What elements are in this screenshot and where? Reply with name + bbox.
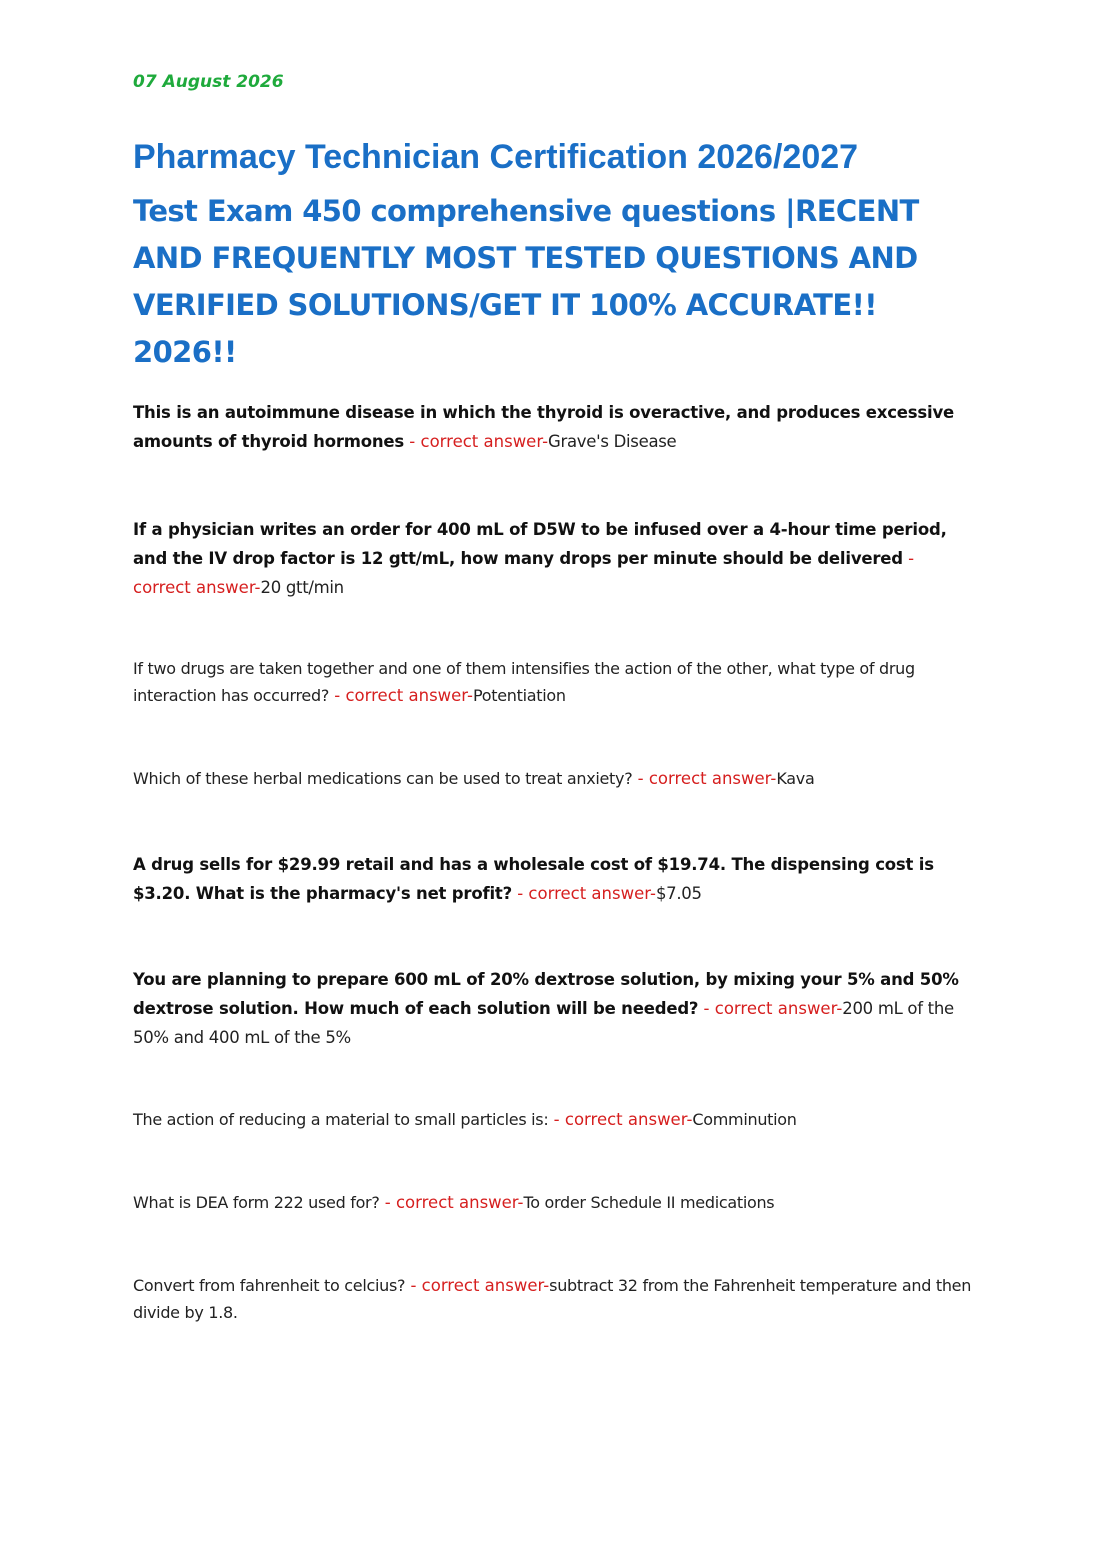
qa-item [133,1189,973,1216]
qa-item [133,965,973,1052]
correct-answer-label: - correct answer- [404,432,549,451]
answer-text: subtract 32 from the Fahrenheit temperature and then divide by 1.8. [133,1276,972,1322]
question-text: What is DEA form 222 used for? [133,1193,380,1212]
correct-answer-label: - correct answer- [329,686,473,705]
correct-answer-label: - correct answer- [698,999,843,1018]
answer-text: 200 mL of the 50% and 400 mL of the 5% [133,999,954,1047]
correct-answer-label: - correct answer- [632,769,777,788]
qa-item [133,655,973,709]
question-text: Convert from fahrenheit to celcius? [133,1276,406,1295]
answer-text: 20 gtt/min [260,578,344,597]
qa-item [133,1106,973,1133]
question-text: Which of these herbal medications can be used to treat anxiety? [133,769,633,788]
correct-answer-label: - correct answer- [133,549,915,597]
qa-item [133,398,973,456]
qa-item [133,1272,973,1326]
answer-text: Kava [776,769,815,788]
correct-answer-label: - correct answer- [548,1110,693,1129]
qa-item [133,515,973,602]
answer-text: To order Schedule II medications [523,1193,775,1212]
question-text: A drug sells for $29.99 retail and has a wholesale cost of $19.74. The dispensing cost is $3.20. What is the pharmacy's net profit? [133,855,934,903]
document-date: 07 August 2026 [133,72,284,92]
answer-text: Potentiation [473,686,566,705]
question-text: This is an autoimmune disease in which the thyroid is overactive, and produces excessive amounts of thyroid hormones [133,403,955,451]
answer-text: Comminution [692,1110,797,1129]
answer-text: Grave's Disease [548,432,677,451]
document-title: Pharmacy Technician Certification 2026/2027 [133,138,859,176]
correct-answer-label: - correct answer- [511,884,656,903]
correct-answer-label: - correct answer- [405,1276,550,1295]
document-subtitle: Test Exam 450 comprehensive questions |RECENT AND FREQUENTLY MOST TESTED QUESTIONS AND VERIFIED SOLUTIONS/GET IT 100% ACCURATE!! 2026!! [133,194,919,369]
question-text: If two drugs are taken together and one of them intensifies the action of the other, what type of drug interaction has occurred? [133,659,915,705]
qa-item [133,765,973,792]
question-text: You are planning to prepare 600 mL of 20% dextrose solution, by mixing your 5% and 50% dextrose solution. How much of each solution will be needed? [133,970,959,1018]
correct-answer-label: - correct answer- [379,1193,524,1212]
question-text: The action of reducing a material to small particles is: [133,1110,549,1129]
question-text: If a physician writes an order for 400 mL of D5W to be infused over a 4-hour time period, and the IV drop factor is 12 gtt/mL, how many drops per minute should be delivered [133,520,947,568]
qa-item [133,850,973,908]
answer-text: $7.05 [655,884,702,903]
